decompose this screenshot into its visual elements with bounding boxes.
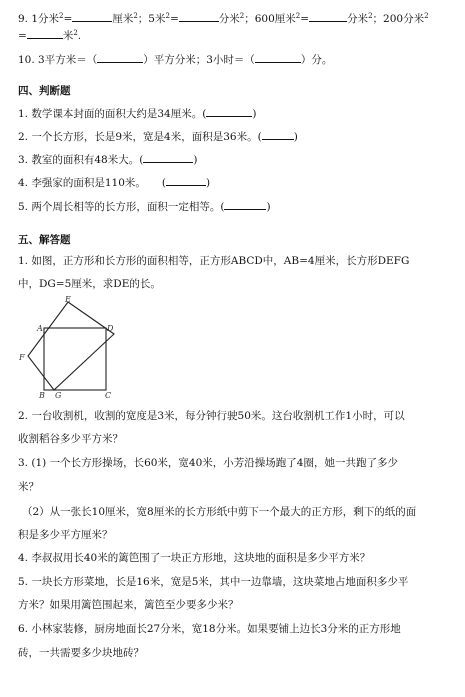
q5-3b-line-1: （2）从一张长10厘米，宽8厘米的长方形纸中剪下一个最大的正方形，剩下的纸的面 [22,506,417,518]
section-4-title: 四、判断题 [18,85,71,97]
rectangle-defg [28,302,114,390]
q9-text: = [63,13,73,25]
q5-5-line-2: 方米？如果用篱笆围起来，篱笆至少要多少米？ [18,599,239,611]
answer-blank[interactable] [179,10,219,22]
judge-text: 5. 两个周长相等的长方形，面积一定相等。( [18,201,225,213]
answer-blank[interactable] [72,10,112,22]
q9-text: = [18,30,27,42]
q9-text: 9. 1分米 [18,13,60,25]
answer-blank[interactable] [309,10,347,22]
answer-blank[interactable] [97,51,143,63]
q5-3-line-1: 3. (1) 一个长方形操场，长60米，宽40米，小芳沿操场跑了4圈，她一共跑了多少 [18,457,398,469]
label-b: B [39,391,45,400]
q5-6-line-1: 6. 小林家装修，厨房地面长27分米，宽18分米。如果要铺上边长3分米的正方形地 [18,623,401,635]
paren-close: ) [266,201,271,213]
superscript: 2 [295,12,301,20]
superscript: 2 [368,12,373,20]
q9-line-2 [18,27,451,43]
q9-text: = [300,13,310,25]
superscript: 2 [424,12,429,20]
judge-item-3 [18,151,451,167]
label-d: D [107,324,114,333]
q5-5-line-1: 5. 一块长方形菜地，长是16米，宽是5米，其中一边靠墙，这块菜地占地面积多少平 [18,576,409,588]
label-e: E [65,296,71,304]
q5-4-line: 4. 李叔叔用长40米的篱笆围了一块正方形地，这块地的面积是多少平方米？ [18,552,371,564]
label-c: C [105,391,112,400]
q9-text: 分米 [347,13,369,25]
q9-text: ；5米 [137,13,166,25]
q5-2-line-2: 收割稻谷多少平方米？ [18,433,123,445]
geometry-figure [16,296,126,400]
q9-text: 分米 [218,13,240,25]
judge-item-5 [18,198,451,214]
superscript: 2 [239,12,245,20]
answer-blank[interactable] [224,198,266,210]
q9-text: 米 [62,30,74,42]
label-g: G [55,391,62,400]
paren-close: ) [193,154,198,166]
paren-close: ) [293,131,298,143]
q9-text: 厘米 [112,13,134,25]
q9-text: = [169,13,179,25]
answer-blank[interactable] [27,27,63,39]
q9-line-1 [18,10,451,26]
superscript: 2 [133,12,138,20]
q5-2-line-1: 2. 一台收割机，收割的宽度是3米，每分钟行驶50米。这台收割机工作1小时，可以 [18,410,405,422]
answer-blank[interactable] [166,174,206,186]
q9-text: ；200分米 [372,13,425,25]
superscript: 2 [59,12,64,20]
judge-text: 3. 教室的面积有48米大。( [18,154,144,166]
q10-text: 10. 3平方米＝（ [18,54,98,66]
q10-text: ）平方分米；3小时＝（ [143,54,255,66]
q5-3b-line-2: 积是多少平方厘米？ [18,529,113,541]
section-5-title: 五、解答题 [18,234,71,246]
judge-text: 4. 李强家的面积是110米。 [18,177,146,189]
judge-item-1 [18,105,451,121]
judge-item-4 [18,174,451,190]
q5-6-line-2: 砖，一共需要多少块地砖？ [18,647,144,659]
superscript: 2 [165,12,170,20]
q5-3-line-2: 米？ [18,481,39,493]
superscript: 2 [73,29,78,37]
paren-close: ) [206,177,211,189]
answer-blank[interactable] [206,105,252,117]
paren-close: ) [252,108,257,120]
q10-line [18,51,451,67]
judge-text: 2. 一个长方形，长是9米，宽是4米，面积是36米。( [18,131,262,143]
q10-text: ）分。 [300,54,333,66]
q5-1-line-2: 中，DG=5厘米，求DE的长。 [18,278,161,290]
answer-blank[interactable] [262,128,294,140]
answer-blank[interactable] [143,151,193,163]
q5-1-line-1: 1. 如图，正方形和长方形的面积相等，正方形ABCD中，AB=4厘米，长方形DEFG [18,255,410,267]
judge-text: 1. 数学课本封面的面积大约是34厘米。( [18,108,207,120]
q9-text: . [77,30,82,42]
answer-blank[interactable] [255,51,301,63]
square-abcd [44,328,106,390]
paren-open: ( [161,177,167,189]
label-a: A [37,324,43,333]
judge-item-2 [18,128,451,144]
label-f: F [19,353,25,362]
q9-text: ；600厘米 [244,13,296,25]
